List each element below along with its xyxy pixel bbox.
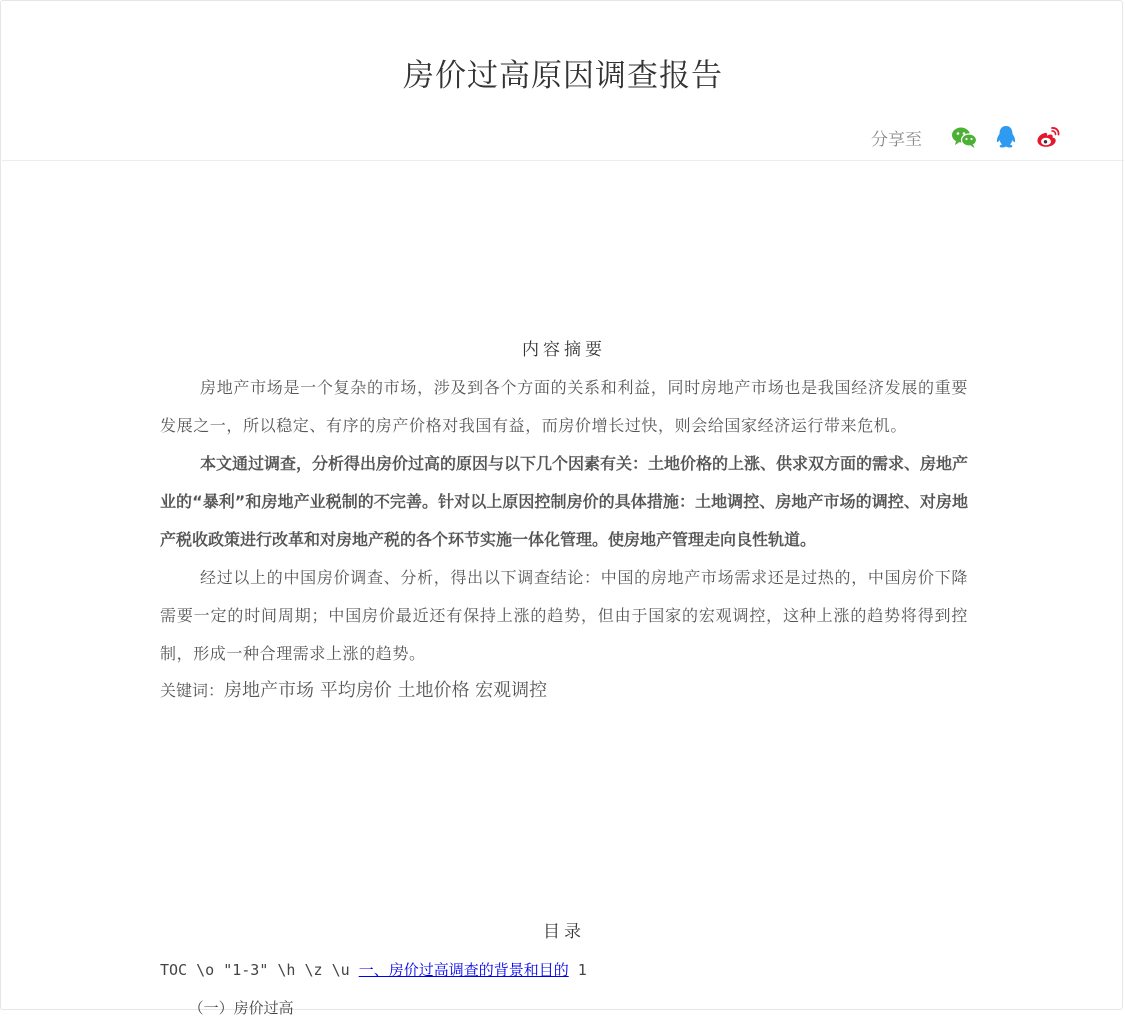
toc-heading: 目录 bbox=[543, 922, 585, 942]
wechat-share-icon[interactable] bbox=[950, 123, 978, 151]
keywords-label: 关键词： bbox=[160, 681, 225, 700]
document-header bbox=[2, 2, 1124, 161]
toc-entry-link[interactable]: 一、房价过高调查的背景和目的 bbox=[358, 961, 569, 979]
abstract-paragraph: 经过以上的中国房价调查、分析，得出以下调查结论：中国的房地产市场需求还是过热的，中国房价下降需要一定的时间周期；中国房价最近还有保持上涨的趋势，但由于国家的宏观调控，这种上涨的趋势将得到控制，形成一种合理需求上涨的趋势。 bbox=[160, 568, 968, 663]
document-body bbox=[160, 331, 968, 709]
keywords-value: 房地产市场 平均房价 土地价格 宏观调控 bbox=[224, 680, 548, 701]
document-title: 房价过高原因调查报告 bbox=[403, 58, 723, 94]
toc-entry-partial bbox=[160, 989, 968, 1017]
keywords-line bbox=[160, 673, 968, 709]
share-bar bbox=[871, 123, 1062, 151]
qq-share-icon[interactable] bbox=[992, 123, 1020, 151]
toc-entry bbox=[160, 951, 968, 989]
abstract-paragraph: 房地产市场是一个复杂的市场，涉及到各个方面的关系和利益，同时房地产市场也是我国经济发展的重要发展之一，所以稳定、有序的房产价格对我国有益，而房价增长过快，则会给国家经济运行带来危机。 bbox=[160, 378, 968, 435]
toc-page-number: 1 bbox=[577, 961, 587, 979]
table-of-contents bbox=[160, 913, 968, 1017]
toc-field-code: TOC \o "1-3" \h \z \u bbox=[160, 961, 350, 979]
share-label: 分享至 bbox=[871, 129, 922, 150]
abstract-paragraph: 本文通过调查，分析得出房价过高的原因与以下几个因素有关：土地价格的上涨、供求双方面的需求、房地产业的“暴利”和房地产业税制的不完善。针对以上原因控制房价的具体措施：土地调控、房地产市场的调控、对房地产税收政策进行改革和对房地产税的各个环节实施一体化管理。使房地产管理走向良性轨道。 bbox=[160, 454, 969, 549]
toc-entry-partial-text: （一）房价过高 bbox=[188, 999, 294, 1017]
weibo-share-icon[interactable] bbox=[1034, 123, 1062, 151]
abstract-heading: 内容摘要 bbox=[522, 340, 606, 360]
